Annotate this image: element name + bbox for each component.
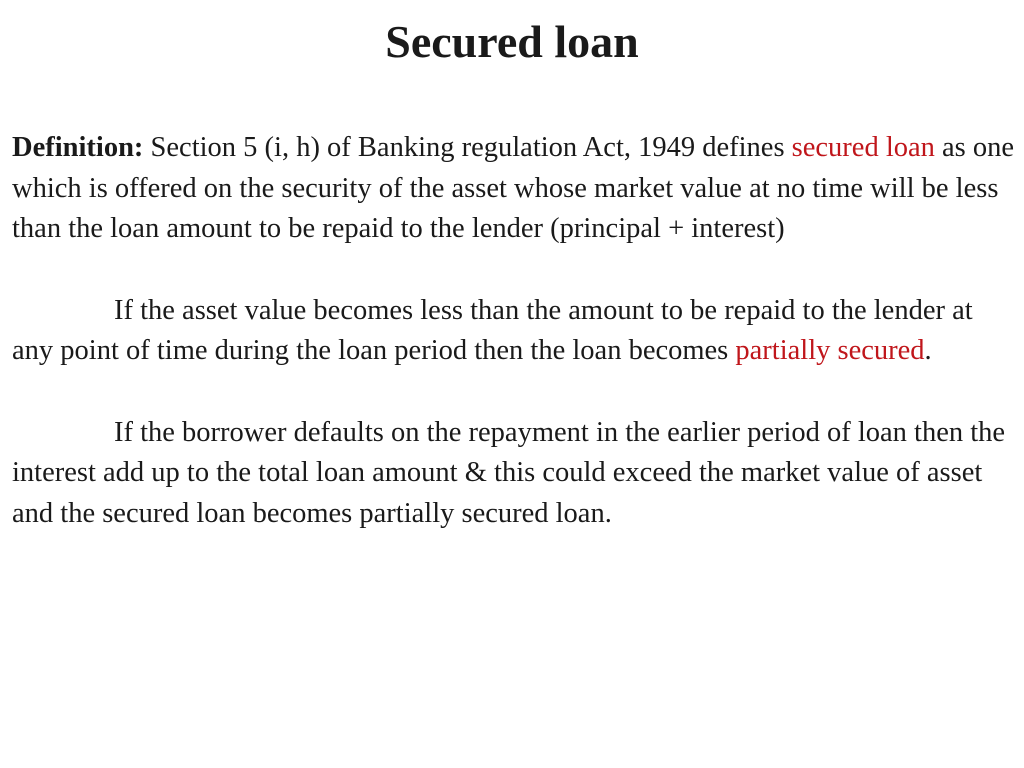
borrower-default-paragraph — [12, 413, 1016, 535]
definition-term-secured-loan: secured loan — [791, 132, 935, 163]
definition-text-before: Section 5 (i, h) of Banking regulation Act, 1949 defines — [143, 132, 792, 163]
paragraph3-text: If the borrower defaults on the repayment in the earlier period of loan then the interest add up to the total loan amount & this could exceed the market value of asset and the secured loan becomes partially secured loan. — [12, 416, 1006, 529]
slide-title: Secured loan — [385, 16, 639, 67]
paragraph2-text-before: If the asset value becomes less than the amount to be repaid to the lender at any point of time during the loan period then the loan becomes — [12, 294, 973, 366]
paragraph2-term-partially-secured: partially secured — [735, 335, 925, 366]
definition-label: Definition: — [12, 132, 144, 163]
partially-secured-paragraph — [12, 291, 1016, 372]
paragraph-gap — [12, 250, 1016, 291]
definition-paragraph — [12, 128, 1016, 250]
paragraph2-text-after: . — [924, 335, 932, 366]
paragraph-gap — [12, 372, 1016, 413]
slide-body — [12, 128, 1016, 534]
definition-text-after: as one which is offered on the security of the asset whose market value at no time will be less than the loan amount to be repaid to the lender (principal + interest) — [12, 132, 1015, 244]
